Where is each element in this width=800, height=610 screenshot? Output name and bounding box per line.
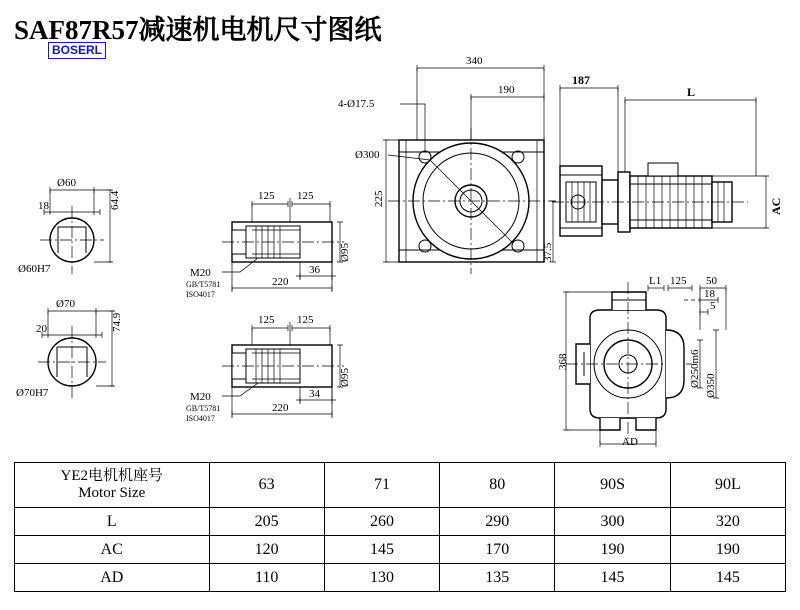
table-header-label xyxy=(15,463,210,508)
dim-18-label: 18 xyxy=(38,200,49,212)
row-AC-value-2: 170 xyxy=(440,536,555,564)
dim-34-label: 34 xyxy=(309,388,320,400)
table-header-size-2: 80 xyxy=(440,463,555,508)
dim-L1-label: L1 xyxy=(649,275,662,287)
dim-125e-label: 125 xyxy=(297,314,314,326)
gb-b-label: GB/T5781 xyxy=(186,404,221,413)
row-AC-value-4: 190 xyxy=(670,536,785,564)
row-L-value-1: 260 xyxy=(324,508,439,536)
gearbox-front-view xyxy=(383,65,556,274)
shaft-view-70 xyxy=(38,308,115,398)
dim-36-label: 36 xyxy=(309,264,320,276)
table-header-row xyxy=(15,463,786,508)
dim-187-label: 187 xyxy=(572,73,590,87)
dim-20-label: 20 xyxy=(36,323,47,335)
dim-37-5-label: 37.5 xyxy=(542,242,554,262)
dim-d95a-label: Ø95 xyxy=(339,243,351,262)
table-header-size-4: 90L xyxy=(670,463,785,508)
dim-L-label: L xyxy=(687,85,696,99)
dim-190-label: 190 xyxy=(498,84,515,96)
dim-50-label: 50 xyxy=(706,275,717,287)
dim-225-label: 225 xyxy=(373,190,385,207)
dim-74-9-label: 74.9 xyxy=(111,312,123,332)
brand-logo: BOSERL xyxy=(48,42,106,59)
row-AC-value-1: 145 xyxy=(324,536,439,564)
table-header-label-en: Motor Size xyxy=(78,485,146,501)
motor-size-table xyxy=(14,462,786,592)
gear-unit-side-view xyxy=(552,85,769,236)
dim-368-label: 368 xyxy=(557,353,569,370)
row-AC-value-3: 190 xyxy=(555,536,670,564)
dim-d60-label: Ø60 xyxy=(57,177,76,189)
page-title: SAF87R57减速机电机尺寸图纸 xyxy=(14,15,382,45)
row-L-value-3: 300 xyxy=(555,508,670,536)
row-L-value-0: 205 xyxy=(209,508,324,536)
dim-125d-label: 125 xyxy=(258,314,275,326)
table-row xyxy=(15,536,786,564)
dim-AD-label: AD xyxy=(622,436,638,448)
gearbox-rear-view xyxy=(563,282,726,447)
table-header-label-cn: YE2电机机座号 xyxy=(60,468,163,484)
dim-d250m6-label: Ø250m6 xyxy=(689,349,701,388)
row-AD-value-2: 135 xyxy=(440,564,555,592)
row-L-value-4: 320 xyxy=(670,508,785,536)
dim-18b-label: 18 xyxy=(704,288,715,300)
dim-4xd17-5-label: 4-Ø17.5 xyxy=(338,98,375,110)
dim-125c-label: 125 xyxy=(670,275,687,287)
table-row xyxy=(15,508,786,536)
gb-a-label: GB/T5781 xyxy=(186,280,221,289)
row-AD-value-4: 145 xyxy=(670,564,785,592)
shaft-view-60 xyxy=(40,187,113,274)
row-AD-value-3: 145 xyxy=(555,564,670,592)
dim-220a-label: 220 xyxy=(272,276,289,288)
iso-a-label: ISO4017 xyxy=(186,290,215,299)
dim-125a-label: 125 xyxy=(258,190,275,202)
row-label-L: L xyxy=(15,508,210,536)
table-header-size-0: 63 xyxy=(209,463,324,508)
table-row xyxy=(15,564,786,592)
dim-340-label: 340 xyxy=(466,55,483,67)
dim-d350-label: Ø350 xyxy=(705,373,717,398)
m20-b-label: M20 xyxy=(190,391,211,403)
table-header-size-1: 71 xyxy=(324,463,439,508)
dim-d70h7-label: Ø70H7 xyxy=(16,387,49,399)
row-label-AD: AD xyxy=(15,564,210,592)
dim-5-label: 5 xyxy=(710,300,716,312)
dim-d70-label: Ø70 xyxy=(56,298,75,310)
dim-AC-label: AC xyxy=(769,197,783,215)
dim-125b-label: 125 xyxy=(297,190,314,202)
dim-d300-label: Ø300 xyxy=(355,149,380,161)
dim-d60h7-label: Ø60H7 xyxy=(18,263,51,275)
dim-64-4-label: 64.4 xyxy=(109,190,121,210)
dim-220b-label: 220 xyxy=(272,402,289,414)
dim-d95b-label: Ø95 xyxy=(339,368,351,387)
row-L-value-2: 290 xyxy=(440,508,555,536)
row-AC-value-0: 120 xyxy=(209,536,324,564)
row-AD-value-1: 130 xyxy=(324,564,439,592)
row-label-AC: AC xyxy=(15,536,210,564)
table-header-size-3: 90S xyxy=(555,463,670,508)
iso-b-label: ISO4017 xyxy=(186,414,215,423)
row-AD-value-0: 110 xyxy=(209,564,324,592)
m20-a-label: M20 xyxy=(190,267,211,279)
